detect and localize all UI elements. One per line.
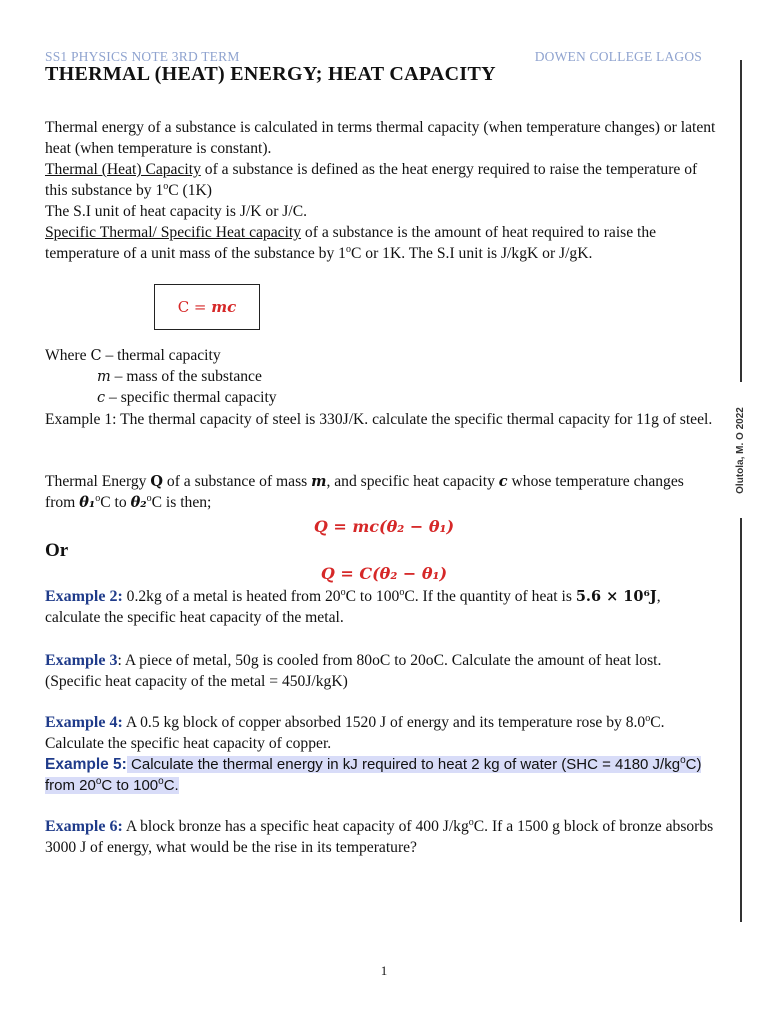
header-school: DOWEN COLLEGE LAGOS <box>534 49 702 64</box>
text-run: , calculate the specific heat capacity of the metal. <box>45 588 661 626</box>
example-2 <box>45 586 717 628</box>
example-label: Example 3 <box>45 652 118 669</box>
formula-text: Q = C(θ₂ − θ₁) <box>320 564 448 583</box>
example-label: Example 6: <box>45 818 123 835</box>
sidebar-rule-bottom <box>740 518 742 922</box>
degree-sup: o <box>95 776 102 787</box>
degree-sup: o <box>645 712 651 724</box>
formula-heat-energy <box>0 516 768 538</box>
symbol-m: m <box>311 473 327 490</box>
text-run: C to 100 <box>345 588 400 605</box>
example-6 <box>45 816 717 858</box>
sidebar-rule-top <box>740 60 742 382</box>
intro-paragraph <box>45 117 717 264</box>
degree-sup: o <box>146 492 152 504</box>
degree-sup: o <box>340 586 346 598</box>
page-number: 1 <box>380 963 388 978</box>
page-title: THERMAL (HEAT) ENERGY; HEAT CAPACITY <box>45 63 496 85</box>
where-line-1 <box>45 345 221 367</box>
text-run: C is then; <box>151 494 212 511</box>
text-run: C to 100 <box>101 777 159 794</box>
thermal-energy-paragraph <box>45 471 717 513</box>
sidebar-credit-text: Olutola, M. O 2022 <box>734 406 746 494</box>
example-5 <box>45 754 717 796</box>
where-text: – thermal capacity <box>101 347 221 364</box>
degree-sup: o <box>468 816 474 828</box>
or-label: Or <box>45 540 69 561</box>
symbol-theta2: θ₂ <box>130 494 147 511</box>
text-run: of a substance of mass <box>163 473 312 490</box>
text-run: Calculate the thermal energy in kJ required to heat 2 kg of water (SHC = 4180 J/kg <box>126 756 681 773</box>
where-line-2 <box>97 366 262 388</box>
text-run: 0.2kg of a metal is heated from 20 <box>122 588 341 605</box>
specific-heat-unit: C or 1K. The S.I unit is J/kgK or J/gK. <box>350 245 593 262</box>
boxed-formula <box>154 284 260 330</box>
intro-text: Thermal energy of a substance is calculated in terms thermal capacity (when temperature changes) or latent heat (when temperature is constant). <box>45 119 716 157</box>
text-run: : A piece of metal, 50g is cooled from 80oC to 20oC. Calculate the amount of heat lost. (Specific heat capacity of the metal = 450J/kgK) <box>45 652 662 690</box>
text-run: C. If the quantity of heat is <box>404 588 576 605</box>
si-unit-capacity: The S.I unit of heat capacity is J/K or J/C. <box>45 203 308 220</box>
symbol-C: C <box>90 348 102 364</box>
specific-heat-term: Specific Thermal/ Specific Heat capacity <box>45 224 302 241</box>
symbol-c: c <box>498 473 508 490</box>
example-5-highlight <box>45 756 701 794</box>
text-run: whose temperature changes from <box>45 473 684 511</box>
degree-sup: o <box>399 586 405 598</box>
formula-heat-energy-alt <box>0 563 768 585</box>
text-run: A 0.5 kg block of copper absorbed 1520 J of energy and its temperature rose by 8.0 <box>122 714 646 731</box>
where-prefix: Where <box>45 347 91 364</box>
text-run: C to <box>100 494 131 511</box>
formula-rhs: mc <box>211 297 237 316</box>
where-text: – mass of the substance <box>110 368 262 385</box>
thermal-capacity-unit: C (1K) <box>168 182 212 199</box>
formula-text: Q = mc(θ₂ − θ₁) <box>313 517 455 536</box>
degree-sup: o <box>345 243 351 255</box>
degree-sup: o <box>163 180 169 192</box>
header-course: SS1 PHYSICS NOTE 3RD TERM <box>45 49 240 64</box>
sidebar-credit <box>723 380 757 520</box>
degree-sup: o <box>95 492 101 504</box>
symbol-Q: Q <box>150 473 164 490</box>
specific-heat-definition: of a substance is the amount of heat required to raise the temperature of a unit mass of the substance by 1 <box>45 224 657 262</box>
text-run: , and specific heat capacity <box>326 473 499 490</box>
example-1: Example 1: The thermal capacity of steel is 330J/K. calculate the specific thermal capacity for 11g of steel. <box>45 411 713 428</box>
example-3 <box>45 650 717 692</box>
heat-quantity: 5.6 × 10⁶J <box>575 588 657 605</box>
example-label: Example 4: <box>45 714 123 731</box>
symbol-theta1: θ₁ <box>79 494 96 511</box>
example-label: Example 2: <box>45 588 123 605</box>
symbol-m: m <box>97 369 111 385</box>
thermal-capacity-term: Thermal (Heat) Capacity <box>45 161 201 178</box>
text-run: C. <box>163 777 179 794</box>
text-run: C. If a 1500 g block of bronze absorbs 3000 J of energy, what would be the rise in its temperature? <box>45 818 714 856</box>
degree-sup: o <box>680 755 686 766</box>
example-label: Example 5: <box>45 756 127 773</box>
text-run: C) from 20 <box>45 756 702 794</box>
text-run: Thermal Energy <box>45 473 151 490</box>
boxed-formula-text <box>178 297 237 318</box>
where-text: – specific thermal capacity <box>105 389 277 406</box>
thermal-capacity-definition: of a substance is defined as the heat energy required to raise the temperature of this substance by 1 <box>45 161 698 199</box>
degree-sup: o <box>158 776 164 787</box>
formula-lhs: C = <box>177 297 212 316</box>
text-run: A block bronze has a specific heat capacity of 400 J/kg <box>122 818 469 835</box>
text-run: C. Calculate the specific heat capacity of copper. <box>45 714 665 752</box>
where-line-3 <box>97 387 277 409</box>
example-4 <box>45 712 717 754</box>
symbol-c: c <box>97 390 106 406</box>
